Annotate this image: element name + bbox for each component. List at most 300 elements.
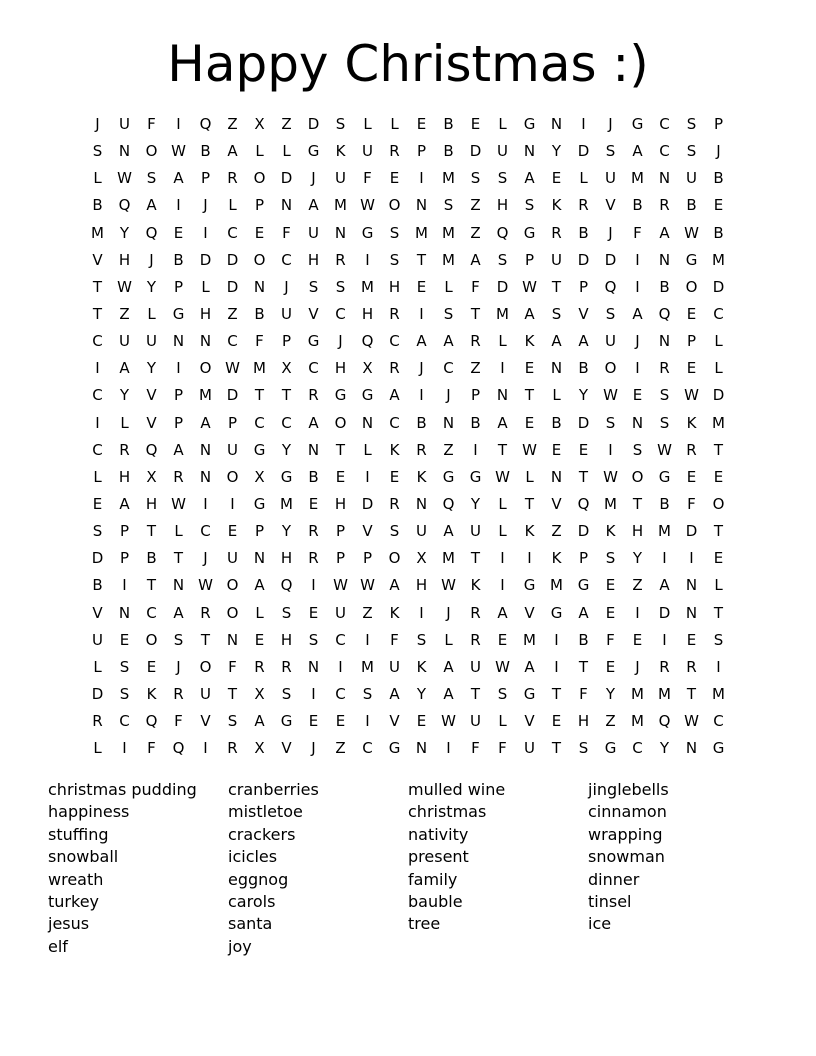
grid-letter[interactable]: R: [254, 657, 265, 676]
grid-letter[interactable]: I: [635, 250, 640, 269]
grid-letter[interactable]: Z: [551, 522, 562, 541]
grid-letter[interactable]: D: [226, 277, 239, 296]
grid-letter[interactable]: G: [361, 223, 374, 242]
grid-letter[interactable]: E: [416, 277, 427, 296]
grid-letter[interactable]: M: [91, 223, 104, 242]
grid-letter[interactable]: F: [390, 630, 399, 649]
grid-letter[interactable]: U: [524, 739, 535, 758]
grid-letter[interactable]: H: [361, 304, 374, 323]
grid-letter[interactable]: H: [496, 196, 509, 215]
grid-letter[interactable]: G: [280, 712, 293, 731]
grid-letter[interactable]: I: [311, 576, 316, 595]
grid-letter[interactable]: A: [389, 386, 400, 405]
grid-letter[interactable]: I: [176, 196, 181, 215]
grid-letter[interactable]: R: [389, 359, 400, 378]
grid-letter[interactable]: T: [92, 277, 103, 296]
grid-letter[interactable]: Y: [659, 739, 670, 758]
grid-letter[interactable]: I: [419, 386, 424, 405]
grid-letter[interactable]: L: [498, 494, 507, 513]
grid-letter[interactable]: M: [280, 494, 293, 513]
grid-letter[interactable]: W: [495, 467, 510, 486]
grid-letter[interactable]: K: [389, 440, 400, 459]
grid-letter[interactable]: N: [685, 576, 698, 595]
grid-letter[interactable]: T: [686, 684, 697, 703]
grid-letter[interactable]: O: [388, 196, 401, 215]
grid-letter[interactable]: N: [118, 603, 131, 622]
grid-letter[interactable]: N: [496, 386, 509, 405]
grid-letter[interactable]: M: [442, 223, 455, 242]
grid-letter[interactable]: X: [254, 684, 265, 703]
grid-letter[interactable]: P: [254, 196, 265, 215]
grid-letter[interactable]: M: [658, 684, 671, 703]
grid-letter[interactable]: Q: [280, 576, 293, 595]
grid-letter[interactable]: K: [524, 332, 535, 351]
grid-letter[interactable]: X: [254, 739, 265, 758]
grid-letter[interactable]: J: [608, 223, 613, 242]
grid-letter[interactable]: S: [281, 603, 292, 622]
grid-letter[interactable]: G: [550, 603, 563, 622]
grid-letter[interactable]: L: [93, 467, 102, 486]
grid-letter[interactable]: T: [146, 576, 157, 595]
grid-letter[interactable]: H: [307, 250, 320, 269]
grid-letter[interactable]: H: [334, 494, 347, 513]
grid-letter[interactable]: D: [91, 549, 104, 568]
grid-letter[interactable]: F: [228, 657, 237, 676]
grid-letter[interactable]: D: [280, 169, 293, 188]
grid-letter[interactable]: P: [470, 386, 481, 405]
grid-letter[interactable]: B: [92, 196, 103, 215]
grid-letter[interactable]: M: [361, 277, 374, 296]
grid-letter[interactable]: I: [365, 250, 370, 269]
grid-letter[interactable]: C: [632, 739, 643, 758]
grid-letter[interactable]: L: [93, 739, 102, 758]
grid-letter[interactable]: I: [635, 359, 640, 378]
grid-letter[interactable]: T: [227, 684, 238, 703]
grid-letter[interactable]: C: [443, 359, 454, 378]
grid-letter[interactable]: Q: [118, 196, 131, 215]
grid-letter[interactable]: D: [712, 277, 725, 296]
grid-letter[interactable]: O: [631, 467, 644, 486]
grid-letter[interactable]: S: [389, 522, 400, 541]
grid-letter[interactable]: H: [388, 277, 401, 296]
grid-letter[interactable]: W: [117, 169, 132, 188]
grid-letter[interactable]: H: [415, 576, 428, 595]
grid-letter[interactable]: N: [685, 739, 698, 758]
grid-letter[interactable]: A: [254, 576, 265, 595]
grid-letter[interactable]: C: [281, 250, 292, 269]
grid-letter[interactable]: G: [253, 440, 266, 459]
grid-letter[interactable]: A: [443, 684, 454, 703]
grid-letter[interactable]: G: [685, 250, 698, 269]
grid-letter[interactable]: L: [147, 304, 156, 323]
grid-letter[interactable]: A: [389, 684, 400, 703]
grid-letter[interactable]: Z: [605, 712, 616, 731]
grid-letter[interactable]: B: [254, 304, 265, 323]
grid-letter[interactable]: T: [713, 522, 724, 541]
grid-letter[interactable]: S: [281, 684, 292, 703]
grid-letter[interactable]: N: [280, 196, 293, 215]
grid-letter[interactable]: M: [712, 684, 725, 703]
grid-letter[interactable]: N: [415, 739, 428, 758]
grid-letter[interactable]: E: [416, 115, 427, 133]
grid-letter[interactable]: P: [281, 332, 292, 351]
grid-letter[interactable]: E: [713, 196, 724, 215]
grid-letter[interactable]: D: [496, 277, 509, 296]
grid-letter[interactable]: O: [226, 576, 239, 595]
grid-letter[interactable]: Q: [604, 277, 617, 296]
grid-letter[interactable]: E: [524, 359, 535, 378]
grid-letter[interactable]: U: [281, 304, 292, 323]
grid-letter[interactable]: I: [635, 277, 640, 296]
grid-letter[interactable]: B: [173, 250, 184, 269]
grid-letter[interactable]: A: [524, 304, 535, 323]
grid-letter[interactable]: I: [230, 494, 235, 513]
grid-letter[interactable]: I: [95, 359, 100, 378]
grid-letter[interactable]: L: [714, 359, 723, 378]
grid-letter[interactable]: N: [172, 332, 185, 351]
grid-letter[interactable]: C: [92, 440, 103, 459]
grid-letter[interactable]: R: [416, 440, 427, 459]
grid-letter[interactable]: T: [713, 603, 724, 622]
grid-letter[interactable]: C: [146, 603, 157, 622]
grid-letter[interactable]: I: [122, 576, 127, 595]
grid-letter[interactable]: F: [471, 739, 480, 758]
grid-letter[interactable]: R: [173, 467, 184, 486]
grid-letter[interactable]: E: [389, 169, 400, 188]
grid-letter[interactable]: I: [473, 440, 478, 459]
grid-letter[interactable]: L: [390, 115, 399, 133]
grid-letter[interactable]: O: [685, 277, 698, 296]
grid-letter[interactable]: T: [632, 494, 643, 513]
grid-letter[interactable]: K: [605, 522, 616, 541]
grid-letter[interactable]: S: [686, 142, 697, 161]
grid-letter[interactable]: A: [389, 576, 400, 595]
grid-letter[interactable]: E: [308, 712, 319, 731]
grid-letter[interactable]: M: [604, 494, 617, 513]
grid-letter[interactable]: E: [686, 359, 697, 378]
grid-letter[interactable]: D: [307, 115, 320, 133]
grid-letter[interactable]: Z: [335, 739, 346, 758]
grid-letter[interactable]: Y: [281, 522, 292, 541]
grid-letter[interactable]: O: [712, 494, 725, 513]
grid-letter[interactable]: W: [522, 440, 537, 459]
grid-letter[interactable]: E: [92, 494, 103, 513]
grid-letter[interactable]: S: [497, 169, 508, 188]
grid-letter[interactable]: E: [578, 440, 589, 459]
grid-letter[interactable]: S: [119, 657, 130, 676]
grid-letter[interactable]: P: [173, 277, 184, 296]
grid-letter[interactable]: U: [119, 332, 130, 351]
grid-letter[interactable]: B: [443, 115, 454, 133]
grid-letter[interactable]: F: [606, 630, 615, 649]
grid-letter[interactable]: I: [311, 684, 316, 703]
grid-letter[interactable]: G: [658, 467, 671, 486]
grid-letter[interactable]: E: [308, 603, 319, 622]
grid-letter[interactable]: G: [307, 142, 320, 161]
grid-letter[interactable]: S: [92, 522, 103, 541]
grid-letter[interactable]: C: [254, 413, 265, 432]
grid-letter[interactable]: A: [254, 712, 265, 731]
grid-letter[interactable]: U: [119, 115, 130, 133]
grid-letter[interactable]: S: [308, 277, 319, 296]
grid-letter[interactable]: U: [416, 522, 427, 541]
grid-letter[interactable]: W: [171, 142, 186, 161]
grid-letter[interactable]: Z: [227, 304, 238, 323]
grid-letter[interactable]: J: [311, 169, 316, 188]
grid-letter[interactable]: E: [497, 630, 508, 649]
grid-letter[interactable]: S: [605, 413, 616, 432]
grid-letter[interactable]: Y: [146, 359, 157, 378]
grid-letter[interactable]: D: [577, 522, 590, 541]
grid-letter[interactable]: N: [199, 332, 212, 351]
grid-letter[interactable]: R: [659, 657, 670, 676]
grid-letter[interactable]: J: [446, 603, 451, 622]
grid-letter[interactable]: Q: [361, 332, 374, 351]
grid-letter[interactable]: K: [416, 657, 427, 676]
grid-letter[interactable]: A: [146, 196, 157, 215]
grid-letter[interactable]: A: [578, 603, 589, 622]
grid-letter[interactable]: A: [227, 142, 238, 161]
grid-letter[interactable]: Y: [119, 386, 130, 405]
grid-letter[interactable]: M: [334, 196, 347, 215]
grid-letter[interactable]: B: [578, 630, 589, 649]
grid-letter[interactable]: J: [176, 657, 181, 676]
grid-letter[interactable]: P: [713, 115, 724, 133]
grid-letter[interactable]: P: [335, 549, 346, 568]
grid-letter[interactable]: I: [203, 494, 208, 513]
grid-letter[interactable]: O: [199, 359, 212, 378]
grid-letter[interactable]: M: [496, 304, 509, 323]
grid-letter[interactable]: A: [308, 196, 319, 215]
grid-letter[interactable]: J: [635, 332, 640, 351]
grid-letter[interactable]: P: [578, 549, 589, 568]
grid-letter[interactable]: W: [603, 467, 618, 486]
grid-letter[interactable]: U: [200, 684, 211, 703]
grid-letter[interactable]: A: [443, 522, 454, 541]
grid-letter[interactable]: D: [226, 386, 239, 405]
grid-letter[interactable]: X: [416, 549, 427, 568]
grid-letter[interactable]: E: [146, 657, 157, 676]
grid-letter[interactable]: N: [631, 413, 644, 432]
grid-letter[interactable]: A: [632, 304, 643, 323]
grid-letter[interactable]: C: [713, 304, 724, 323]
grid-letter[interactable]: S: [335, 277, 346, 296]
grid-letter[interactable]: I: [419, 304, 424, 323]
grid-letter[interactable]: T: [551, 739, 562, 758]
grid-letter[interactable]: Q: [145, 712, 158, 731]
grid-letter[interactable]: J: [716, 142, 721, 161]
grid-letter[interactable]: Y: [416, 684, 427, 703]
grid-letter[interactable]: M: [631, 684, 644, 703]
grid-letter[interactable]: M: [631, 169, 644, 188]
grid-letter[interactable]: S: [308, 630, 319, 649]
grid-letter[interactable]: J: [608, 115, 613, 133]
grid-letter[interactable]: S: [470, 169, 481, 188]
grid-letter[interactable]: I: [662, 630, 667, 649]
grid-letter[interactable]: P: [119, 522, 130, 541]
grid-letter[interactable]: R: [659, 359, 670, 378]
grid-letter[interactable]: S: [146, 169, 157, 188]
grid-letter[interactable]: P: [173, 386, 184, 405]
grid-letter[interactable]: P: [227, 413, 238, 432]
grid-letter[interactable]: S: [389, 223, 400, 242]
grid-letter[interactable]: N: [415, 494, 428, 513]
grid-letter[interactable]: I: [446, 739, 451, 758]
grid-letter[interactable]: I: [662, 549, 667, 568]
grid-letter[interactable]: I: [689, 549, 694, 568]
grid-letter[interactable]: Y: [119, 223, 130, 242]
grid-letter[interactable]: S: [713, 630, 724, 649]
grid-letter[interactable]: R: [389, 494, 400, 513]
grid-letter[interactable]: F: [174, 712, 183, 731]
grid-letter[interactable]: L: [255, 603, 264, 622]
grid-letter[interactable]: H: [118, 467, 131, 486]
grid-letter[interactable]: I: [365, 630, 370, 649]
grid-letter[interactable]: H: [280, 549, 293, 568]
grid-letter[interactable]: V: [605, 196, 616, 215]
grid-letter[interactable]: G: [334, 386, 347, 405]
grid-letter[interactable]: S: [578, 739, 589, 758]
grid-letter[interactable]: B: [146, 549, 157, 568]
grid-letter[interactable]: E: [551, 169, 562, 188]
grid-letter[interactable]: B: [713, 223, 724, 242]
grid-letter[interactable]: B: [632, 196, 643, 215]
grid-letter[interactable]: R: [227, 739, 238, 758]
grid-letter[interactable]: M: [631, 712, 644, 731]
grid-letter[interactable]: V: [146, 386, 157, 405]
grid-letter[interactable]: E: [524, 413, 535, 432]
grid-letter[interactable]: K: [416, 467, 427, 486]
grid-letter[interactable]: A: [470, 250, 481, 269]
grid-letter[interactable]: W: [495, 657, 510, 676]
grid-letter[interactable]: B: [551, 413, 562, 432]
grid-letter[interactable]: I: [608, 440, 613, 459]
grid-letter[interactable]: C: [92, 332, 103, 351]
grid-letter[interactable]: F: [282, 223, 291, 242]
grid-letter[interactable]: N: [550, 359, 563, 378]
grid-letter[interactable]: U: [686, 169, 697, 188]
grid-letter[interactable]: S: [443, 304, 454, 323]
grid-letter[interactable]: P: [173, 413, 184, 432]
grid-letter[interactable]: Z: [227, 115, 238, 133]
grid-letter[interactable]: J: [311, 739, 316, 758]
grid-letter[interactable]: S: [227, 712, 238, 731]
grid-letter[interactable]: A: [119, 494, 130, 513]
grid-letter[interactable]: S: [605, 142, 616, 161]
grid-letter[interactable]: X: [254, 115, 265, 133]
grid-letter[interactable]: Q: [658, 304, 671, 323]
grid-letter[interactable]: D: [658, 603, 671, 622]
grid-letter[interactable]: V: [146, 413, 157, 432]
grid-letter[interactable]: W: [225, 359, 240, 378]
grid-letter[interactable]: V: [389, 712, 400, 731]
grid-letter[interactable]: B: [686, 196, 697, 215]
grid-letter[interactable]: L: [498, 332, 507, 351]
grid-letter[interactable]: D: [685, 522, 698, 541]
grid-letter[interactable]: Z: [443, 440, 454, 459]
grid-letter[interactable]: M: [442, 169, 455, 188]
grid-letter[interactable]: J: [95, 115, 100, 133]
grid-letter[interactable]: L: [525, 467, 534, 486]
grid-letter[interactable]: I: [203, 223, 208, 242]
grid-letter[interactable]: V: [92, 250, 103, 269]
grid-letter[interactable]: U: [335, 603, 346, 622]
grid-letter[interactable]: A: [524, 169, 535, 188]
grid-letter[interactable]: P: [335, 522, 346, 541]
grid-letter[interactable]: A: [308, 413, 319, 432]
grid-letter[interactable]: M: [523, 630, 536, 649]
grid-letter[interactable]: F: [687, 494, 696, 513]
grid-letter[interactable]: D: [199, 250, 212, 269]
grid-letter[interactable]: D: [91, 684, 104, 703]
grid-letter[interactable]: Z: [281, 115, 292, 133]
grid-letter[interactable]: I: [95, 413, 100, 432]
grid-letter[interactable]: R: [551, 223, 562, 242]
grid-letter[interactable]: L: [714, 576, 723, 595]
grid-letter[interactable]: C: [659, 115, 670, 133]
grid-letter[interactable]: H: [577, 712, 590, 731]
grid-letter[interactable]: D: [469, 142, 482, 161]
grid-letter[interactable]: U: [227, 440, 238, 459]
grid-letter[interactable]: F: [255, 332, 264, 351]
grid-letter[interactable]: L: [714, 332, 723, 351]
grid-letter[interactable]: I: [500, 549, 505, 568]
grid-letter[interactable]: J: [419, 359, 424, 378]
grid-letter[interactable]: N: [226, 630, 239, 649]
grid-letter[interactable]: M: [442, 549, 455, 568]
grid-letter[interactable]: J: [338, 332, 343, 351]
grid-letter[interactable]: M: [712, 250, 725, 269]
grid-letter[interactable]: E: [686, 630, 697, 649]
grid-letter[interactable]: K: [686, 413, 697, 432]
grid-letter[interactable]: W: [360, 576, 375, 595]
grid-letter[interactable]: L: [498, 522, 507, 541]
grid-letter[interactable]: T: [578, 467, 589, 486]
grid-letter[interactable]: E: [254, 630, 265, 649]
grid-letter[interactable]: R: [119, 440, 130, 459]
grid-letter[interactable]: A: [416, 332, 427, 351]
grid-letter[interactable]: P: [416, 142, 427, 161]
grid-letter[interactable]: N: [334, 223, 347, 242]
grid-letter[interactable]: R: [686, 657, 697, 676]
grid-letter[interactable]: S: [524, 196, 535, 215]
grid-letter[interactable]: R: [200, 603, 211, 622]
grid-letter[interactable]: N: [199, 467, 212, 486]
grid-letter[interactable]: F: [498, 739, 507, 758]
grid-letter[interactable]: H: [199, 304, 212, 323]
grid-letter[interactable]: I: [176, 115, 181, 133]
grid-letter[interactable]: S: [416, 630, 427, 649]
grid-letter[interactable]: I: [176, 359, 181, 378]
grid-letter[interactable]: C: [308, 359, 319, 378]
grid-letter[interactable]: I: [419, 603, 424, 622]
grid-letter[interactable]: B: [92, 576, 103, 595]
grid-letter[interactable]: Y: [470, 494, 481, 513]
grid-letter[interactable]: O: [253, 250, 266, 269]
grid-letter[interactable]: Y: [578, 386, 589, 405]
grid-letter[interactable]: S: [362, 684, 373, 703]
grid-letter[interactable]: T: [146, 522, 157, 541]
grid-letter[interactable]: S: [686, 115, 697, 133]
grid-letter[interactable]: U: [497, 142, 508, 161]
grid-letter[interactable]: G: [577, 576, 590, 595]
grid-letter[interactable]: N: [550, 467, 563, 486]
grid-letter[interactable]: J: [203, 196, 208, 215]
grid-letter[interactable]: A: [551, 332, 562, 351]
grid-letter[interactable]: O: [604, 359, 617, 378]
grid-letter[interactable]: G: [307, 332, 320, 351]
grid-letter[interactable]: L: [363, 440, 372, 459]
